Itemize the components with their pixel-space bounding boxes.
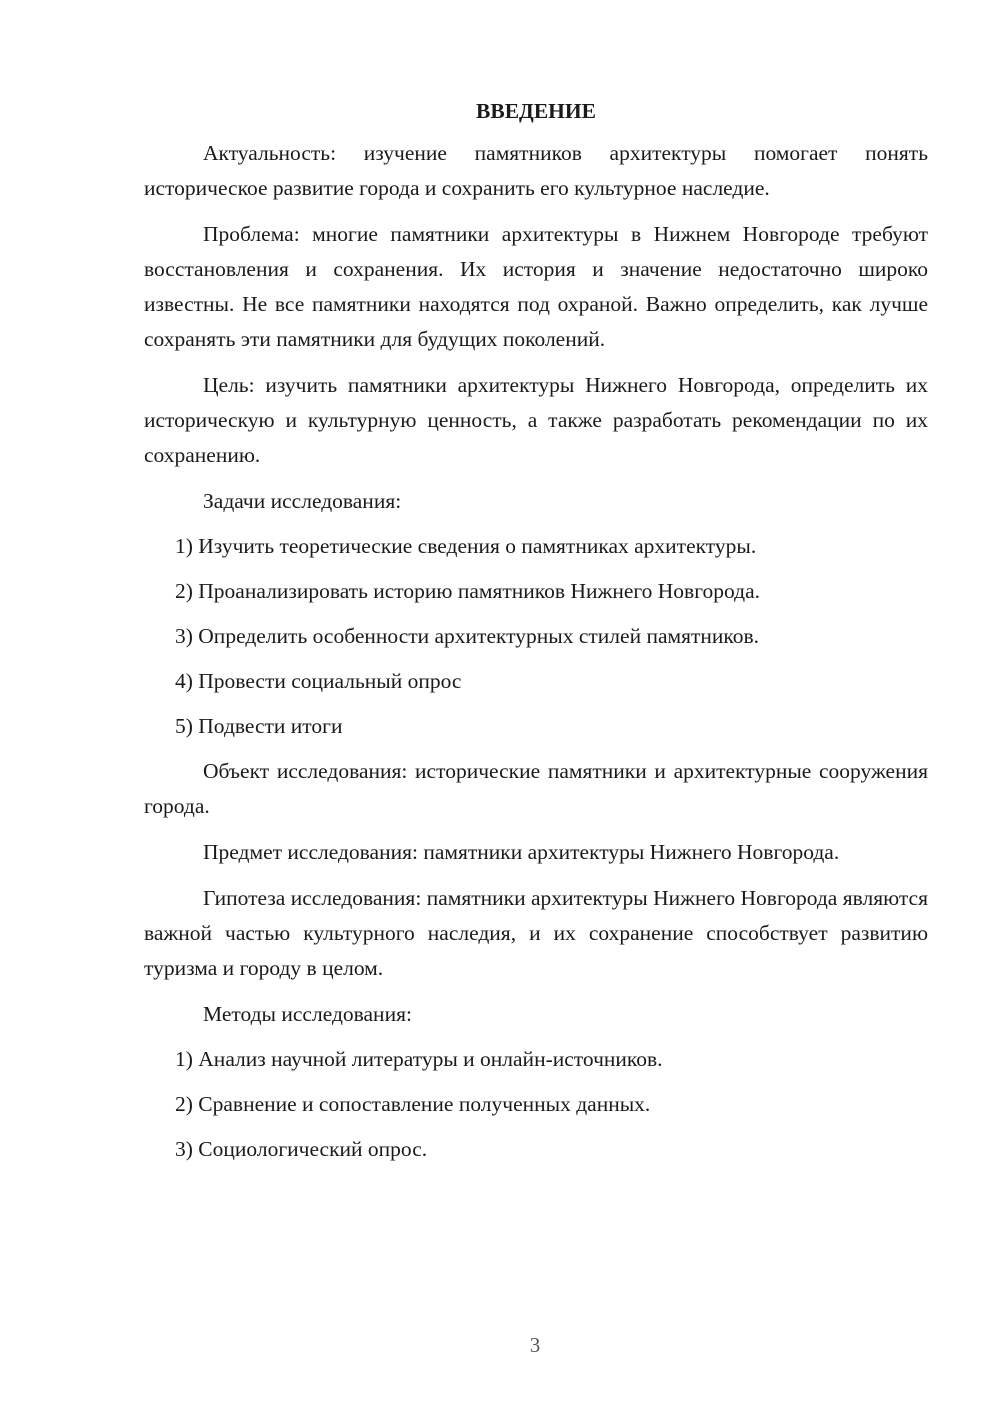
methods-heading: Методы исследования:: [203, 1002, 412, 1026]
relevance-paragraph: Актуальность: изучение памятников архитектуры помогает понять историческое развитие города и сохранить его культурное наследие.: [144, 141, 928, 200]
page-content: [144, 94, 928, 1177]
list-item: 3) Социологический опрос.: [175, 1137, 428, 1161]
page-number: 3: [529, 1333, 541, 1357]
list-item: 4) Провести социальный опрос: [175, 669, 462, 693]
list-item: 1) Изучить теоретические сведения о памятниках архитектуры.: [175, 534, 757, 558]
tasks-list: [144, 529, 928, 744]
methods-list: [144, 1042, 928, 1167]
list-item: 2) Сравнение и сопоставление полученных данных.: [175, 1092, 651, 1116]
hypothesis-paragraph: Гипотеза исследования: памятники архитектуры Нижнего Новгорода являются важной частью культурного наследия, и их сохранение способствует развитию туризма и городу в целом.: [144, 886, 928, 980]
goal-paragraph: Цель: изучить памятники архитектуры Нижнего Новгорода, определить их историческую и культурную ценность, а также разработать рекомендации по их сохранению.: [144, 373, 928, 467]
list-item: 5) Подвести итоги: [175, 714, 343, 738]
problem-paragraph: Проблема: многие памятники архитектуры в Нижнем Новгороде требуют восстановления и сохранения. Их история и значение недостаточно широко известны. Не все памятники находятся под охраной. Важно определить, как лучше сохранять эти памятники для будущих поколений.: [144, 222, 928, 351]
list-item: 2) Проанализировать историю памятников Нижнего Новгорода.: [175, 579, 760, 603]
tasks-heading: Задачи исследования:: [203, 489, 402, 513]
list-item: 3) Определить особенности архитектурных стилей памятников.: [175, 624, 760, 648]
object-paragraph: Объект исследования: исторические памятники и архитектурные сооружения города.: [144, 759, 928, 818]
subject-paragraph: Предмет исследования: памятники архитектуры Нижнего Новгорода.: [203, 840, 840, 864]
list-item: 1) Анализ научной литературы и онлайн-источников.: [175, 1047, 663, 1071]
page-title: ВВЕДЕНИЕ: [476, 99, 596, 123]
